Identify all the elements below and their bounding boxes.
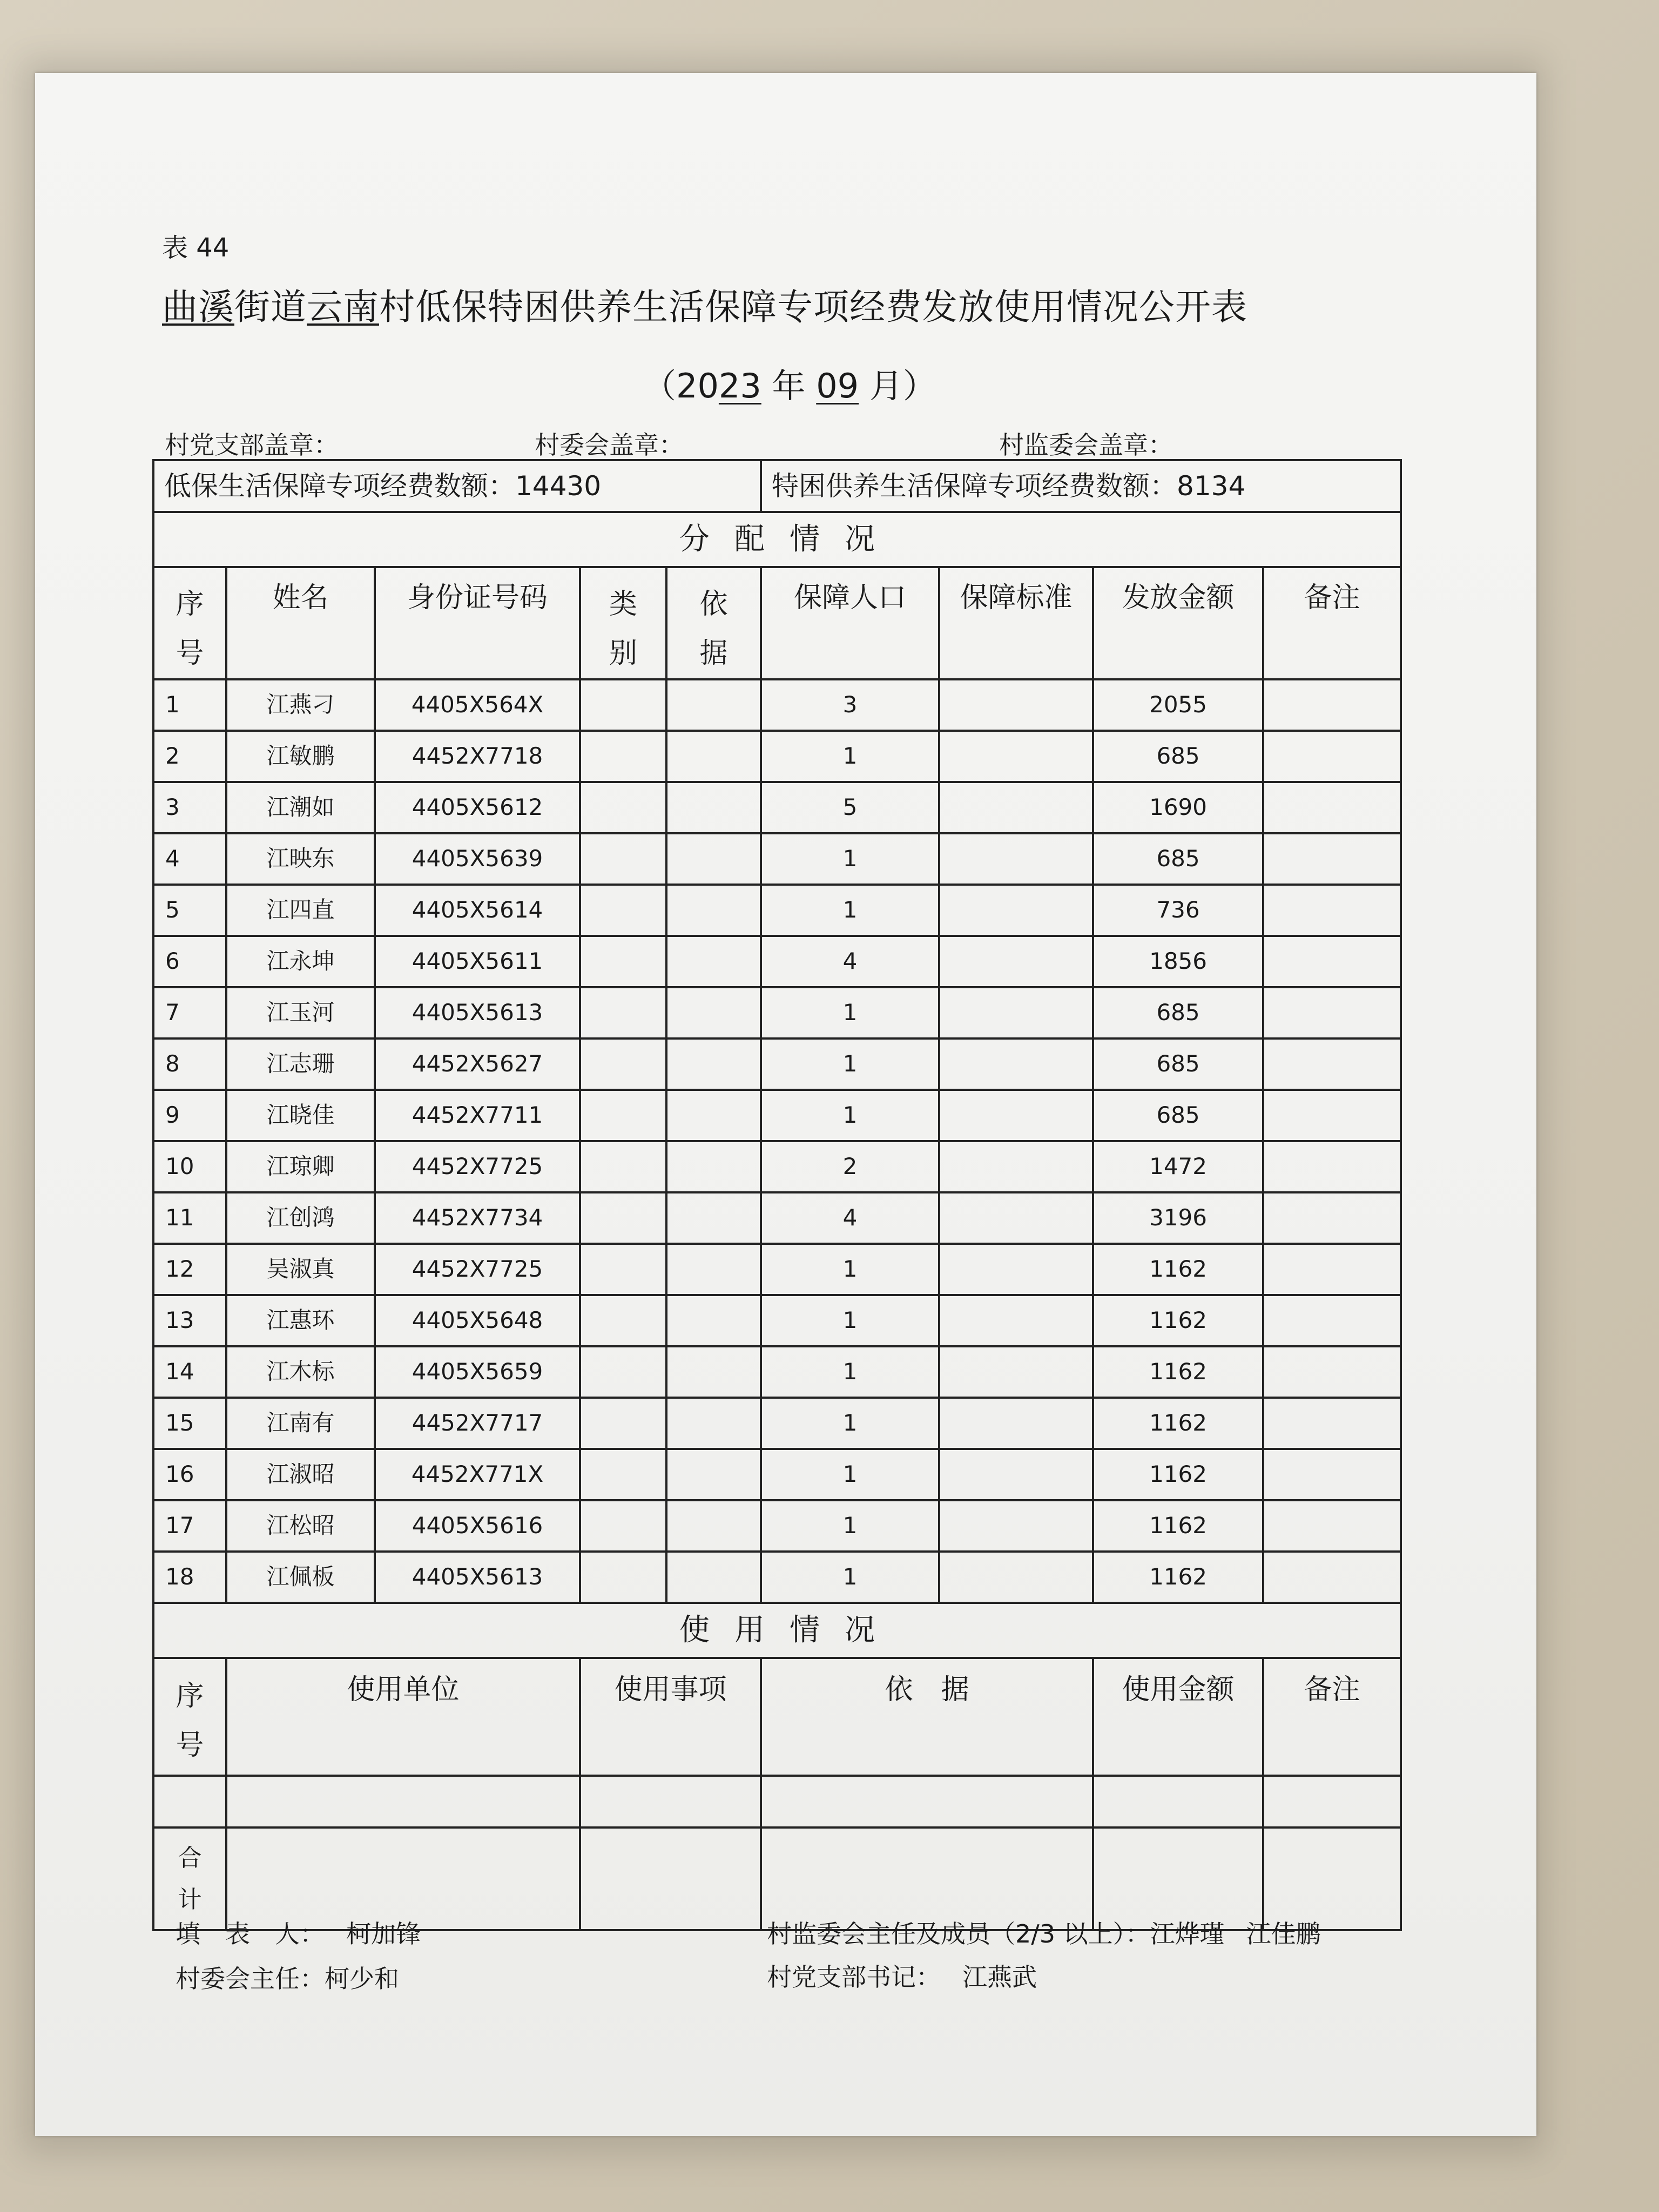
usage-total-label: 合 计	[153, 1827, 226, 1930]
row-category	[580, 1552, 666, 1603]
row-name: 江琼卿	[226, 1141, 375, 1192]
table-row	[153, 833, 1401, 885]
row-remarks	[1263, 1500, 1401, 1552]
row-basis	[666, 1398, 761, 1449]
row-population: 4	[761, 1192, 939, 1244]
row-population: 1	[761, 1398, 939, 1449]
usage-empty-cell	[153, 1776, 226, 1827]
row-population: 1	[761, 1552, 939, 1603]
row-basis	[666, 1552, 761, 1603]
row-name: 江映东	[226, 833, 375, 885]
row-population: 1	[761, 987, 939, 1038]
row-remarks	[1263, 1192, 1401, 1244]
row-remarks	[1263, 1449, 1401, 1500]
seal-supervision-committee: 村监委会盖章：	[999, 430, 1173, 460]
filler-label: 填 表 人：	[176, 1919, 325, 1948]
row-seq: 10	[153, 1141, 226, 1192]
row-id-number: 4452X5627	[375, 1038, 580, 1090]
row-id-number: 4405X5616	[375, 1500, 580, 1552]
row-name: 江志珊	[226, 1038, 375, 1090]
row-standard	[939, 1141, 1093, 1192]
party-secretary-name: 江燕武	[962, 1963, 1037, 1992]
usage-header-amount: 使用金额	[1093, 1658, 1263, 1776]
seal-village-committee: 村委会盖章：	[535, 430, 684, 460]
table-row	[153, 885, 1401, 936]
row-category	[580, 833, 666, 885]
row-name: 江松昭	[226, 1500, 375, 1552]
seal-party-branch: 村党支部盖章：	[165, 430, 339, 460]
committee-director-name: 柯少和	[325, 1964, 399, 1993]
usage-header-basis: 依 据	[761, 1658, 1093, 1776]
header-amount: 发放金额	[1093, 567, 1263, 679]
row-seq: 13	[153, 1295, 226, 1346]
row-category	[580, 782, 666, 833]
row-category	[580, 936, 666, 987]
table-row	[153, 936, 1401, 987]
row-population: 1	[761, 1449, 939, 1500]
row-amount: 1162	[1093, 1244, 1263, 1295]
row-id-number: 4405X5613	[375, 987, 580, 1038]
committee-director-label: 村委会主任：	[176, 1964, 325, 1993]
row-amount: 685	[1093, 1090, 1263, 1141]
table-row	[153, 1449, 1401, 1500]
row-basis	[666, 1295, 761, 1346]
row-category	[580, 1295, 666, 1346]
row-name: 江木标	[226, 1346, 375, 1398]
title-subdistrict-name: 曲溪	[162, 286, 234, 328]
row-seq: 11	[153, 1192, 226, 1244]
row-id-number: 4405X5648	[375, 1295, 580, 1346]
usage-empty-cell	[1263, 1776, 1401, 1827]
usage-header-seq: 序 号	[153, 1658, 226, 1776]
table-row	[153, 1552, 1401, 1603]
distribution-section-row	[153, 512, 1401, 567]
row-standard	[939, 782, 1093, 833]
row-population: 1	[761, 833, 939, 885]
header-population: 保障人口	[761, 567, 939, 679]
row-category	[580, 1398, 666, 1449]
row-amount: 1162	[1093, 1500, 1263, 1552]
row-amount: 2055	[1093, 679, 1263, 731]
usage-section-row	[153, 1603, 1401, 1658]
row-name: 江燕刁	[226, 679, 375, 731]
row-id-number: 4452X7717	[375, 1398, 580, 1449]
supervision-label: 村监委会主任及成员（2/3 以上）：	[767, 1919, 1150, 1948]
row-category	[580, 1449, 666, 1500]
row-basis	[666, 1346, 761, 1398]
row-basis	[666, 1244, 761, 1295]
row-basis	[666, 679, 761, 731]
table-row	[153, 1141, 1401, 1192]
row-remarks	[1263, 1346, 1401, 1398]
row-seq: 6	[153, 936, 226, 987]
row-standard	[939, 987, 1093, 1038]
fund-tekun: 特困供养生活保障专项经费数额：8134	[761, 460, 1401, 512]
row-amount: 685	[1093, 731, 1263, 782]
row-remarks	[1263, 833, 1401, 885]
usage-header-item: 使用事项	[580, 1658, 761, 1776]
row-remarks	[1263, 1038, 1401, 1090]
row-name: 江敏鹏	[226, 731, 375, 782]
table-row	[153, 1398, 1401, 1449]
row-category	[580, 1038, 666, 1090]
table-row	[153, 731, 1401, 782]
row-amount: 1162	[1093, 1552, 1263, 1603]
row-name: 江玉河	[226, 987, 375, 1038]
row-remarks	[1263, 885, 1401, 936]
footer-filler	[176, 1914, 421, 1950]
row-category	[580, 987, 666, 1038]
table-row	[153, 1192, 1401, 1244]
row-standard	[939, 1244, 1093, 1295]
filler-name: 柯加锋	[346, 1919, 421, 1948]
row-seq: 15	[153, 1398, 226, 1449]
row-basis	[666, 782, 761, 833]
row-standard	[939, 885, 1093, 936]
row-amount: 685	[1093, 833, 1263, 885]
row-amount: 1856	[1093, 936, 1263, 987]
table-row	[153, 1295, 1401, 1346]
row-basis	[666, 1038, 761, 1090]
row-name: 江晓佳	[226, 1090, 375, 1141]
row-remarks	[1263, 987, 1401, 1038]
party-secretary-label: 村党支部书记：	[767, 1963, 941, 1992]
usage-empty-cell	[761, 1776, 1093, 1827]
row-name: 江佩板	[226, 1552, 375, 1603]
row-id-number: 4405X5659	[375, 1346, 580, 1398]
row-name: 江惠环	[226, 1295, 375, 1346]
row-category	[580, 1090, 666, 1141]
row-standard	[939, 731, 1093, 782]
row-amount: 1162	[1093, 1346, 1263, 1398]
row-population: 1	[761, 1346, 939, 1398]
table-row	[153, 1500, 1401, 1552]
distribution-header-row	[153, 567, 1401, 679]
row-standard	[939, 1398, 1093, 1449]
fund-dibao: 低保生活保障专项经费数额：14430	[153, 460, 761, 512]
row-population: 4	[761, 936, 939, 987]
row-id-number: 4452X7725	[375, 1244, 580, 1295]
row-amount: 1162	[1093, 1449, 1263, 1500]
row-id-number: 4405X5639	[375, 833, 580, 885]
usage-empty-cell	[226, 1776, 580, 1827]
row-id-number: 4405X5614	[375, 885, 580, 936]
row-population: 1	[761, 1244, 939, 1295]
row-population: 1	[761, 1090, 939, 1141]
row-population: 1	[761, 1295, 939, 1346]
period-close: 月）	[859, 366, 936, 406]
row-id-number: 4452X771X	[375, 1449, 580, 1500]
row-remarks	[1263, 731, 1401, 782]
row-basis	[666, 833, 761, 885]
usage-section-title: 使用情况	[153, 1603, 1401, 1658]
header-id-number: 身份证号码	[375, 567, 580, 679]
row-name: 江永坤	[226, 936, 375, 987]
row-amount: 1472	[1093, 1141, 1263, 1192]
row-amount: 1162	[1093, 1398, 1263, 1449]
row-amount: 685	[1093, 1038, 1263, 1090]
row-basis	[666, 1500, 761, 1552]
header-basis: 依 据	[666, 567, 761, 679]
row-remarks	[1263, 936, 1401, 987]
row-basis	[666, 1141, 761, 1192]
row-name: 江四直	[226, 885, 375, 936]
row-standard	[939, 1346, 1093, 1398]
usage-header-unit: 使用单位	[226, 1658, 580, 1776]
distribution-section-title: 分配情况	[153, 512, 1401, 567]
usage-header-row	[153, 1658, 1401, 1776]
row-population: 2	[761, 1141, 939, 1192]
row-category	[580, 1192, 666, 1244]
row-category	[580, 1500, 666, 1552]
footer-supervision	[767, 1914, 1321, 1950]
row-remarks	[1263, 679, 1401, 731]
footer-committee-director	[176, 1959, 399, 1995]
row-standard	[939, 1038, 1093, 1090]
supervision-member-2: 江佳鹏	[1246, 1919, 1321, 1948]
row-amount: 736	[1093, 885, 1263, 936]
row-name: 江南有	[226, 1398, 375, 1449]
fund-row	[153, 460, 1401, 512]
usage-empty-cell	[580, 1776, 761, 1827]
title-text: 村低保特困供养生活保障专项经费发放使用情况公开表	[379, 286, 1247, 328]
row-seq: 12	[153, 1244, 226, 1295]
row-remarks	[1263, 1090, 1401, 1141]
row-remarks	[1263, 1141, 1401, 1192]
row-standard	[939, 833, 1093, 885]
row-seq: 4	[153, 833, 226, 885]
table-row	[153, 1346, 1401, 1398]
row-basis	[666, 1449, 761, 1500]
row-population: 1	[761, 1500, 939, 1552]
row-category	[580, 1346, 666, 1398]
row-remarks	[1263, 782, 1401, 833]
table-row	[153, 1038, 1401, 1090]
row-basis	[666, 936, 761, 987]
row-name: 江淑昭	[226, 1449, 375, 1500]
row-id-number: 4452X7718	[375, 731, 580, 782]
distribution-table	[152, 459, 1402, 1931]
row-seq: 8	[153, 1038, 226, 1090]
row-category	[580, 1244, 666, 1295]
row-category	[580, 731, 666, 782]
row-name: 江创鸿	[226, 1192, 375, 1244]
row-seq: 3	[153, 782, 226, 833]
row-basis	[666, 731, 761, 782]
row-standard	[939, 1295, 1093, 1346]
row-basis	[666, 885, 761, 936]
table-row	[153, 987, 1401, 1038]
row-standard	[939, 679, 1093, 731]
supervision-member-1: 江烨瑾	[1150, 1919, 1225, 1948]
row-id-number: 4452X7734	[375, 1192, 580, 1244]
row-remarks	[1263, 1244, 1401, 1295]
row-category	[580, 679, 666, 731]
table-row	[153, 782, 1401, 833]
row-population: 5	[761, 782, 939, 833]
row-basis	[666, 1090, 761, 1141]
row-seq: 9	[153, 1090, 226, 1141]
row-standard	[939, 936, 1093, 987]
row-amount: 1690	[1093, 782, 1263, 833]
document-title	[162, 278, 1247, 329]
row-amount: 685	[1093, 987, 1263, 1038]
row-standard	[939, 1449, 1093, 1500]
row-seq: 18	[153, 1552, 226, 1603]
footer-party-secretary	[767, 1958, 1037, 1993]
usage-empty-cell	[1093, 1776, 1263, 1827]
row-remarks	[1263, 1552, 1401, 1603]
distribution-body	[153, 679, 1401, 1603]
row-seq: 17	[153, 1500, 226, 1552]
row-remarks	[1263, 1295, 1401, 1346]
row-population: 1	[761, 885, 939, 936]
row-seq: 1	[153, 679, 226, 731]
row-id-number: 4405X5612	[375, 782, 580, 833]
row-amount: 1162	[1093, 1295, 1263, 1346]
row-id-number: 4405X5611	[375, 936, 580, 987]
table-row	[153, 1244, 1401, 1295]
header-category: 类 别	[580, 567, 666, 679]
row-population: 3	[761, 679, 939, 731]
row-population: 1	[761, 731, 939, 782]
table-row	[153, 679, 1401, 731]
usage-total-cell	[580, 1827, 761, 1930]
row-name: 江潮如	[226, 782, 375, 833]
row-seq: 14	[153, 1346, 226, 1398]
header-seq: 序 号	[153, 567, 226, 679]
period-open: （20	[643, 366, 719, 406]
row-standard	[939, 1552, 1093, 1603]
period-month: 09	[816, 366, 859, 406]
header-standard: 保障标准	[939, 567, 1093, 679]
row-seq: 16	[153, 1449, 226, 1500]
usage-empty-row	[153, 1776, 1401, 1827]
table-row	[153, 1090, 1401, 1141]
row-name: 吴淑真	[226, 1244, 375, 1295]
row-basis	[666, 1192, 761, 1244]
row-standard	[939, 1090, 1093, 1141]
usage-header-remarks: 备注	[1263, 1658, 1401, 1776]
document-period	[643, 359, 936, 407]
row-category	[580, 885, 666, 936]
row-id-number: 4452X7725	[375, 1141, 580, 1192]
row-seq: 7	[153, 987, 226, 1038]
row-seq: 5	[153, 885, 226, 936]
row-seq: 2	[153, 731, 226, 782]
title-village-name: 云南	[307, 286, 379, 328]
row-population: 1	[761, 1038, 939, 1090]
row-category	[580, 1141, 666, 1192]
row-id-number: 4452X7711	[375, 1090, 580, 1141]
document-label: 表 44	[162, 233, 230, 263]
period-year-suffix: 23	[718, 366, 761, 406]
row-id-number: 4405X5613	[375, 1552, 580, 1603]
row-remarks	[1263, 1398, 1401, 1449]
row-id-number: 4405X564X	[375, 679, 580, 731]
row-basis	[666, 987, 761, 1038]
header-name: 姓名	[226, 567, 375, 679]
row-standard	[939, 1192, 1093, 1244]
period-year-unit: 年	[761, 366, 817, 406]
row-amount: 3196	[1093, 1192, 1263, 1244]
title-subdistrict-unit: 街道	[234, 286, 307, 328]
row-standard	[939, 1500, 1093, 1552]
header-remarks: 备注	[1263, 567, 1401, 679]
